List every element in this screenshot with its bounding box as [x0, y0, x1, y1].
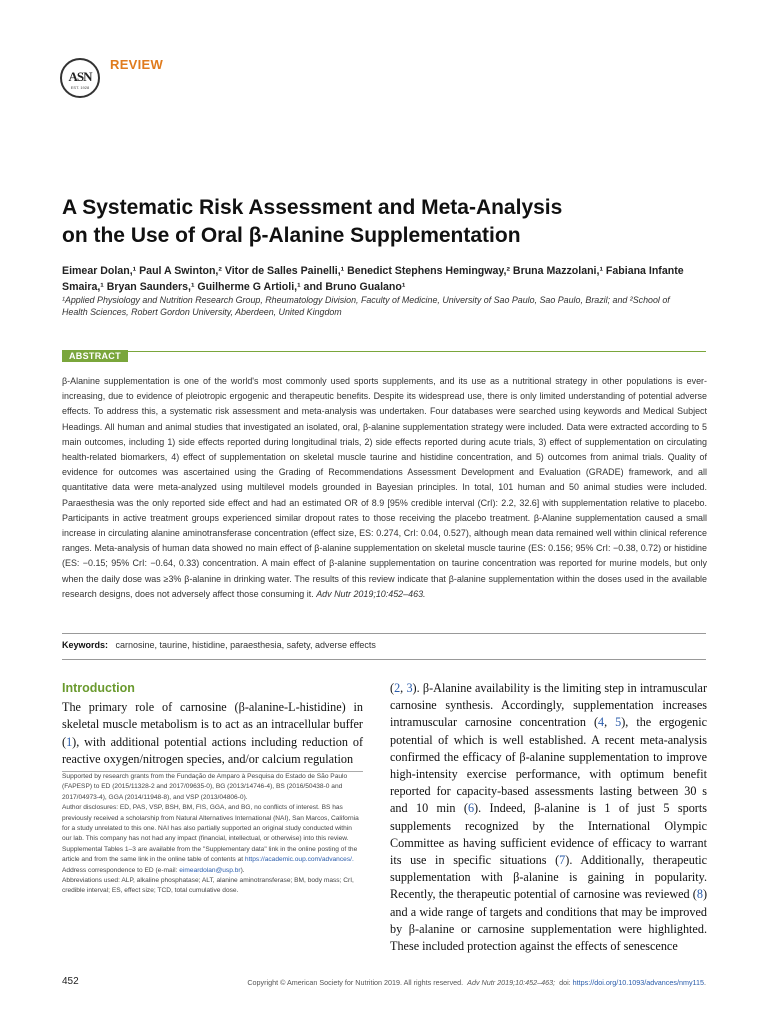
keywords-text: carnosine, taurine, histidine, paraesthesia, safety, adverse effects	[115, 640, 376, 650]
abstract-divider	[62, 351, 706, 352]
footnotes	[62, 772, 363, 897]
citation-link[interactable]: 8	[696, 887, 703, 902]
abstract-label: ABSTRACT	[62, 350, 128, 362]
journal-reference: Adv Nutr 2019;10:452–463;	[467, 978, 556, 987]
intro-text: ,	[400, 681, 407, 695]
intro-text: ). Additionally, therapeutic supplementation with β-alanine is gaining in popularity. Recently, the therapeutic potential of carnosine was reviewed (	[390, 853, 707, 902]
article-title	[62, 194, 702, 250]
keywords-label: Keywords:	[62, 640, 109, 650]
affiliation-line-2: Health Sciences, Robert Gordon University, Aberdeen, United Kingdom	[62, 307, 342, 317]
intro-text: (	[390, 681, 395, 695]
supplemental-text: Supplemental Tables 1–3 are available from the "Supplementary data" link in the online posting of the article and from the same link in the online table of contents at	[62, 845, 358, 864]
copyright-text: Copyright © American Society for Nutrition 2019. All rights reserved.	[247, 978, 464, 987]
funding-note: Supported by research grants from the Fundação de Amparo à Pesquisa do Estado de São Paulo (FAPESP) to ED (2015/11328-2 and 2017/09635-0), BG (2013/14746-4), BS (2016/50438-0 and 2017/04973-4), GGA (2014/11948-8), and VSP (2013/04806-0).	[62, 773, 348, 801]
intro-text: The primary role of carnosine (β-alanine-L-histidine) in skeletal muscle metabolism is to act as an intracellular buffer (	[62, 700, 363, 749]
supplemental-link[interactable]: https://academic.oup.com/advances/.	[244, 856, 354, 864]
citation-link[interactable]: 5	[615, 715, 622, 730]
authors-line-1: Eimear Dolan,¹ Paul A Swinton,² Vitor de Salles Painelli,¹ Benedict Stephens Hemingway,² Bruna Mazzolani,¹ Fabiana Infante	[62, 265, 684, 277]
affiliation-line-1: ¹Applied Physiology and Nutrition Research Group, Rheumatology Division, Faculty of Medicine, University of Sao Paulo, Sao Paulo, Brazil; and ²School of	[62, 295, 670, 305]
intro-left-column	[62, 699, 363, 768]
abbreviations-note: Abbreviations used: ALP, alkaline phosphatase; ALT, alanine aminotransferase; BM, body mass; CrI, credible interval; ES, effect size; TCD, total cumulative dose.	[62, 877, 354, 895]
citation-link[interactable]: 1	[66, 734, 73, 749]
keywords-divider-bottom	[62, 659, 706, 660]
correspondence-text: Address correspondence to ED (e-mail:	[62, 866, 180, 874]
correspondence-note	[62, 866, 363, 876]
intro-text: ) and a wide range of targets and conditions that may be improved by β-alanine or carnosine supplementation were highlighted. These included protection against the effects of senescence	[390, 887, 707, 954]
intro-text: ), with additional potential actions including reduction of reactive oxygen/nitrogen species, and/or calcium regulation	[62, 734, 363, 766]
section-label: REVIEW	[110, 57, 164, 72]
asn-logo	[60, 58, 100, 98]
intro-text: ), the ergogenic potential of which is well established. A recent meta-analysis confirmed the efficacy of β-alanine supplementation to improve high-intensity exercise performance, with optimum benefit reported for capacity-based assessments lasting between 30 s and 10 min (	[390, 715, 708, 816]
abstract-body	[62, 374, 707, 602]
introduction-heading: Introduction	[62, 681, 135, 695]
citation-link[interactable]: 3	[406, 681, 413, 695]
intro-text: ). Indeed, β-alanine is 1 of just 5 sports supplements recognized by the International Olympic Committee as having sufficient evidence of efficacy to warrant its use in specific situations (	[390, 801, 707, 868]
disclosure-note: Author disclosures: ED, PAS, VSP, BSH, BM, FIS, GGA, and BG, no conflicts of interest. BS has previously received a scholarship from Natural Alternatives International (NAI), San Marcos, California for a study unrelated to this one. NAI has also partially supported an original study conducted within our lab. This company has not had any impact (financial, intellectual, or otherwise) into this review.	[62, 804, 359, 843]
logo-subtext: EST. 1928	[70, 85, 90, 90]
title-line-2: on the Use of Oral β-Alanine Supplementation	[62, 224, 521, 247]
logo-text: ASN	[68, 69, 92, 84]
abstract-text: β-Alanine supplementation is one of the world's most commonly used sports supplements, and its use as a nutritional strategy in other populations is ever-increasing, due to evidence of pleiotropic ergogenic and therapeutic benefits. Despite its widespread use, there is only limited understanding of potential adverse effects. To address this, a systematic risk assessment and meta-analysis was undertaken. Four databases were searched using keywords and Medical Subject Headings. All human and animal studies that investigated an isolated, oral, β-alanine supplementation strategy were included. Data were extracted according to 5 main outcomes, including 1) side effects reported during longitudinal trials, 2) side effects reported during acute trials, 3) effect of supplementation on circulating health-related biomarkers, 4) effect of supplementation on skeletal muscle taurine and histidine concentration, and 5) outcomes from animal trials. Quality of evidence for outcomes was ascertained using the Grading of Recommendations Assessment Development and Evaluation (GRADE) framework, and all quantitative data were meta-analyzed using multilevel models grounded in Bayesian principles. In total, 101 human and 50 animal studies were included. Paraesthesia was the only reported side effect and had an estimated OR of 8.9 [95% credible interval (CrI): 2.2, 32.6] with supplementation relative to placebo. Participants in active treatment groups experienced similar dropout rates to those receiving the placebo treatment. β-Alanine supplementation caused a small increase in circulating alanine aminotransferase concentration (effect size, ES: 0.274, CrI: 0.04, 0.527), although mean data remained well within clinical reference ranges. Meta-analysis of human data showed no main effect of β-alanine supplementation on skeletal muscle taurine (ES: 0.156; 95% CrI: −0.38, 0.72) or histidine (ES: −0.15; 95% CrI: −0.64, 0.33) concentration. A main effect of β-alanine supplementation on taurine concentration was reported for murine models, but only when the daily dose was ≥3% β-alanine in drinking water. The results of this review indicate that β-alanine supplementation within the doses used in the available research designs, does not adversely affect those consuming it.	[62, 376, 707, 599]
copyright-line	[247, 978, 706, 987]
abstract-citation: Adv Nutr 2019;10:452–463.	[316, 588, 426, 599]
supplemental-note	[62, 845, 363, 866]
intro-text: ). β-Alanine availability is the limiting step in intramuscular carnosine synthesis. Accordingly, supplementation increases intramuscular carnosine concentration (	[390, 681, 707, 730]
title-line-1: A Systematic Risk Assessment and Meta-Analysis	[62, 196, 563, 219]
correspondence-end: ).	[240, 866, 245, 874]
keywords-divider-top	[62, 633, 706, 634]
email-link[interactable]: eimeardolan@usp.br	[179, 866, 241, 874]
keywords-row	[62, 640, 707, 650]
citation-link[interactable]: 2	[394, 681, 401, 695]
intro-text: ,	[604, 715, 616, 730]
citation-link[interactable]: 7	[559, 853, 566, 868]
affiliations	[62, 294, 707, 318]
author-list	[62, 263, 707, 295]
intro-right-column	[390, 680, 707, 955]
page-number: 452	[62, 976, 79, 987]
doi-link[interactable]: https://doi.org/10.1093/advances/nmy115	[572, 978, 704, 987]
authors-line-2: Smaira,¹ Bryan Saunders,¹ Guilherme G Artioli,¹ and Bruno Gualano¹	[62, 281, 406, 293]
citation-link[interactable]: 6	[467, 801, 475, 816]
citation-link[interactable]: 4	[598, 715, 605, 730]
doi-label: doi:	[559, 978, 571, 987]
doi-end: .	[704, 978, 706, 987]
